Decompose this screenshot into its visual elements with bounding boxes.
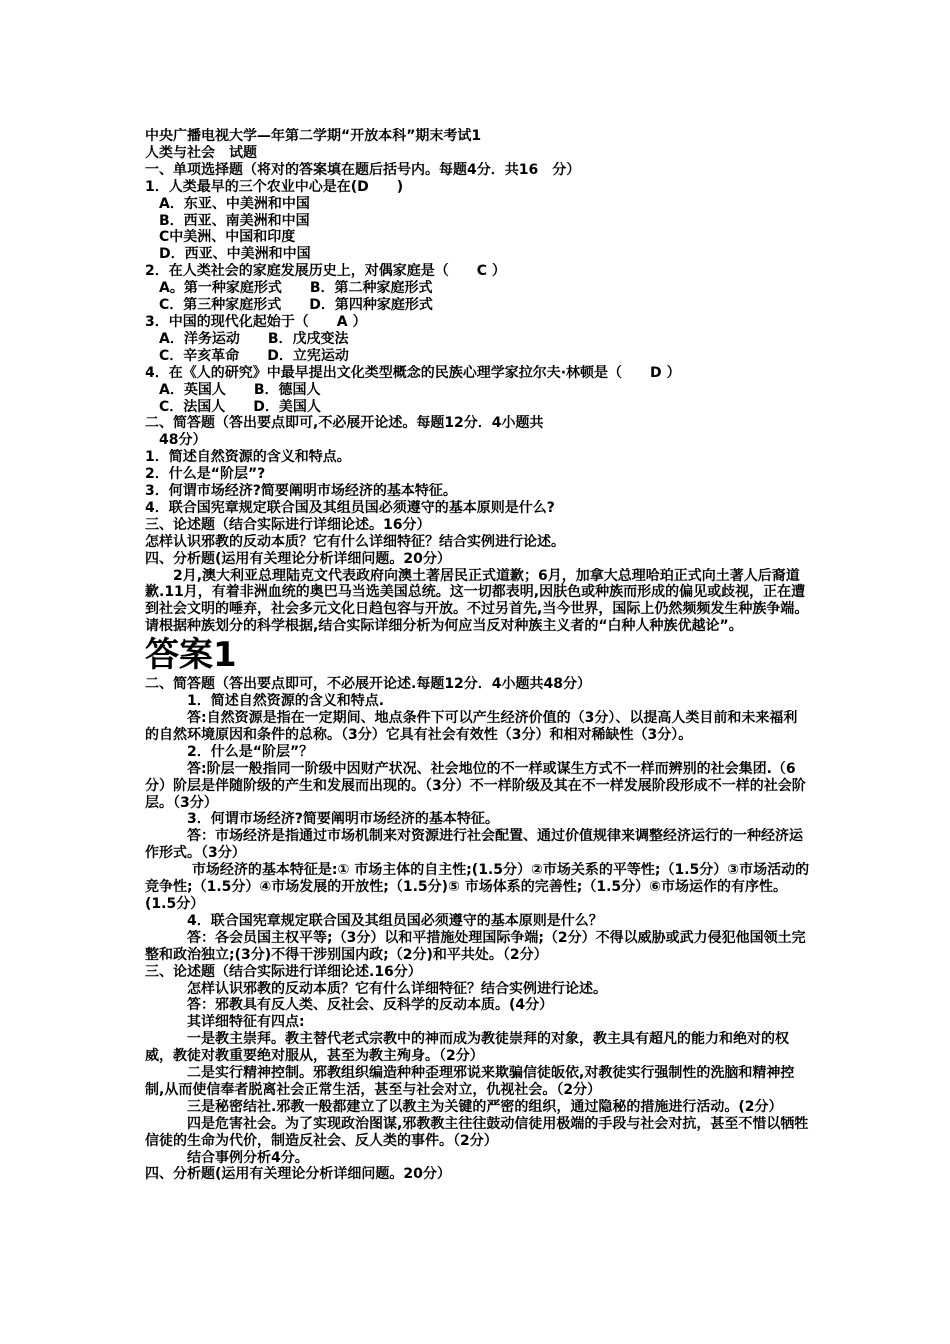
option-line: A．东亚、中美洲和中国 (145, 195, 310, 212)
section4-title: 四、分析题(运用有关理论分析详细问题。20分） (145, 550, 451, 567)
essay-question: 怎样认识邪教的反动本质？它有什么详细特征？结合实例进行论述。 (145, 533, 565, 550)
option-line: C．辛亥革命 D．立宪运动 (145, 347, 349, 364)
answer-1-text: 答:自然资源是指在一定期间、地点条件下可以产生经济价值的（3分）、以提高人类目前和未来福利的自然环境原因和条件的总称。（3分）它具有社会有效性（3分）和相对稀缺性（3分）。 (145, 710, 798, 743)
answers-essay-answer: 答：邪教具有反人类、反社会、反科学的反动本质。(4分） (145, 997, 554, 1014)
answer-4-question: 4．联合国宪章规定联合国及其组员国必须遵守的基本原则是什么？ (145, 912, 603, 929)
short-question-2: 2．什么是“阶层”? (145, 466, 266, 483)
answer-4-text: 答：各会员国主权平等;（3分）以和平措施处理国际争端;（2分）不得以威胁或武力侵犯他国领土完整和政治独立;(3分)不得干涉别国内政;（2分)和平共处。（2分） (145, 929, 806, 963)
answers-essay-intro: 其详细特征有四点: (145, 1014, 305, 1031)
essay-example-note: 结合事例分析4分。 (145, 1149, 309, 1166)
option-line: C．第三种家庭形式 D．第四种家庭形式 (145, 297, 433, 314)
answer-3-text: 答：市场经济是指通过市场机制来对资源进行社会配置、通过价值规律来调整经济运行的一种经济运作形式。（3分） (145, 828, 803, 862)
question-1: 1．人类最早的三个农业中心是在(D ) (145, 178, 404, 195)
option-line: B．西亚、南美洲和中国 (145, 212, 310, 229)
section3-title: 三、论述题（结合实际进行详细论述。16分） (145, 516, 431, 533)
essay-point-2: 二是实行精神控制。邪教组织编造种种歪理邪说来欺骗信徒皈依,对教徒实行强制性的洗脑和精神控制,从而使信奉者脱离社会正常生活，甚至与社会对立，仇视社会。（2分） (145, 1065, 795, 1098)
answer-3-question: 3．何谓市场经济?简要阐明市场经济的基本特征。 (145, 811, 499, 828)
question-2: 2．在人类社会的家庭发展历史上，对偶家庭是（ C ） (145, 263, 506, 280)
question-3: 3．中国的现代化起始于（ A ） (145, 313, 367, 330)
document-page (145, 128, 810, 1183)
short-question-4: 4．联合国宪章规定联合国及其组员国必须遵守的基本原则是什么? (145, 499, 555, 516)
question-4: 4．在《人的研究》中最早提出文化类型概念的民族心理学家拉尔夫·林顿是（ D ） (145, 364, 681, 381)
short-question-1: 1．简述自然资源的含义和特点。 (145, 449, 351, 466)
essay-point-1: 一是教主崇拜。教主替代老式宗教中的神而成为教徒崇拜的对象，教主具有超凡的能力和绝对的权威，教徒对教重要绝对服从，甚至为教主殉身。（2分） (145, 1031, 789, 1065)
answers-section3-title: 三、论述题（结合实际进行详细论述.16分） (145, 963, 422, 980)
option-line: D．西亚、中美洲和中国 (145, 246, 311, 263)
answers-section2-title: 二、简答题（答出要点即可，不必展开论述.每题12分．4小题共48分） (145, 676, 592, 693)
analysis-passage: 2月,澳大利亚总理陆克文代表政府向澳土著居民正式道歉；6月，加拿大总理哈珀正式向土著人后裔道歉.11月，有着非洲血统的奥巴马当选美国总统。这一切都表明,因肤色或种族而形成的偏见或歧视，正在遭到社会文明的唾弃，社会多元文化日趋包容与开放。不过另首先,当今世界，国际上仍然频频发生种族争端。请根据种族划分的科学根据,结合实际详细分析为何应当反对种族主义者的“白种人种族优越论”。 (145, 567, 809, 635)
answer-2-question: 2．什么是“阶层”？ (145, 743, 314, 760)
answer-1-question: 1．简述自然资源的含义和特点. (145, 693, 385, 710)
option-line: C．法国人 D．美国人 (145, 398, 321, 415)
essay-point-3: 三是秘密结社.邪教一般都建立了以教主为关键的严密的组织，通过隐秘的措施进行活动。(2分） (145, 1098, 783, 1115)
section2-title-cont: 48分） (145, 432, 207, 449)
option-line: C中美洲、中国和印度 (145, 229, 296, 246)
option-line: A．洋务运动 B．戊戌变法 (145, 330, 349, 347)
answer-2-text: 答:阶层一般指同一阶级中因财产状况、社会地位的不一样或谋生方式不一样而辨别的社会集团.（6分）阶层是伴随阶级的产生和发展而出现的。（3分）不一样阶级及其在不一样发展阶段形成不一样的社会阶层。（3分） (145, 760, 806, 811)
exam-header: 中央广播电视大学—年第二学期“开放本科”期末考试1 (145, 128, 482, 144)
section2-title: 二、简答题（答出要点即可,不必展开论述。每题12分．4小题共 (145, 415, 544, 432)
option-line: A．英国人 B．德国人 (145, 381, 321, 398)
answers-title: 答案1 (145, 635, 237, 676)
short-question-3: 3．何谓市场经济?简要阐明市场经济的基本特征。 (145, 483, 457, 500)
answers-essay-question: 怎样认识邪教的反动本质？它有什么详细特征？结合实例进行论述。 (145, 980, 607, 997)
option-line: A。第一种家庭形式 B．第二种家庭形式 (145, 280, 433, 297)
exam-subject: 人类与社会 试题 (145, 144, 257, 161)
section1-title: 一、单项选择题（将对的答案填在题后括号内。每题4分．共16 分） (145, 161, 581, 178)
answers-section4-title: 四、分析题(运用有关理论分析详细问题。20分） (145, 1166, 451, 1183)
essay-point-4: 四是危害社会。为了实现政治图谋,邪教教主往往鼓动信徒用极端的手段与社会对抗，甚至不惜以牺牲信徒的生命为代价，制造反社会、反人类的事件。（2分） (145, 1115, 809, 1149)
answer-3-features: 市场经济的基本特征是:① 市场主体的自主性;(1.5分）②市场关系的平等性;（1.5分）③市场活动的竞争性;（1.5分）④市场发展的开放性;（1.5分)⑤ 市场体系的完善性;（1.5分）⑥市场运作的有序性。(1.5分） (145, 862, 810, 912)
